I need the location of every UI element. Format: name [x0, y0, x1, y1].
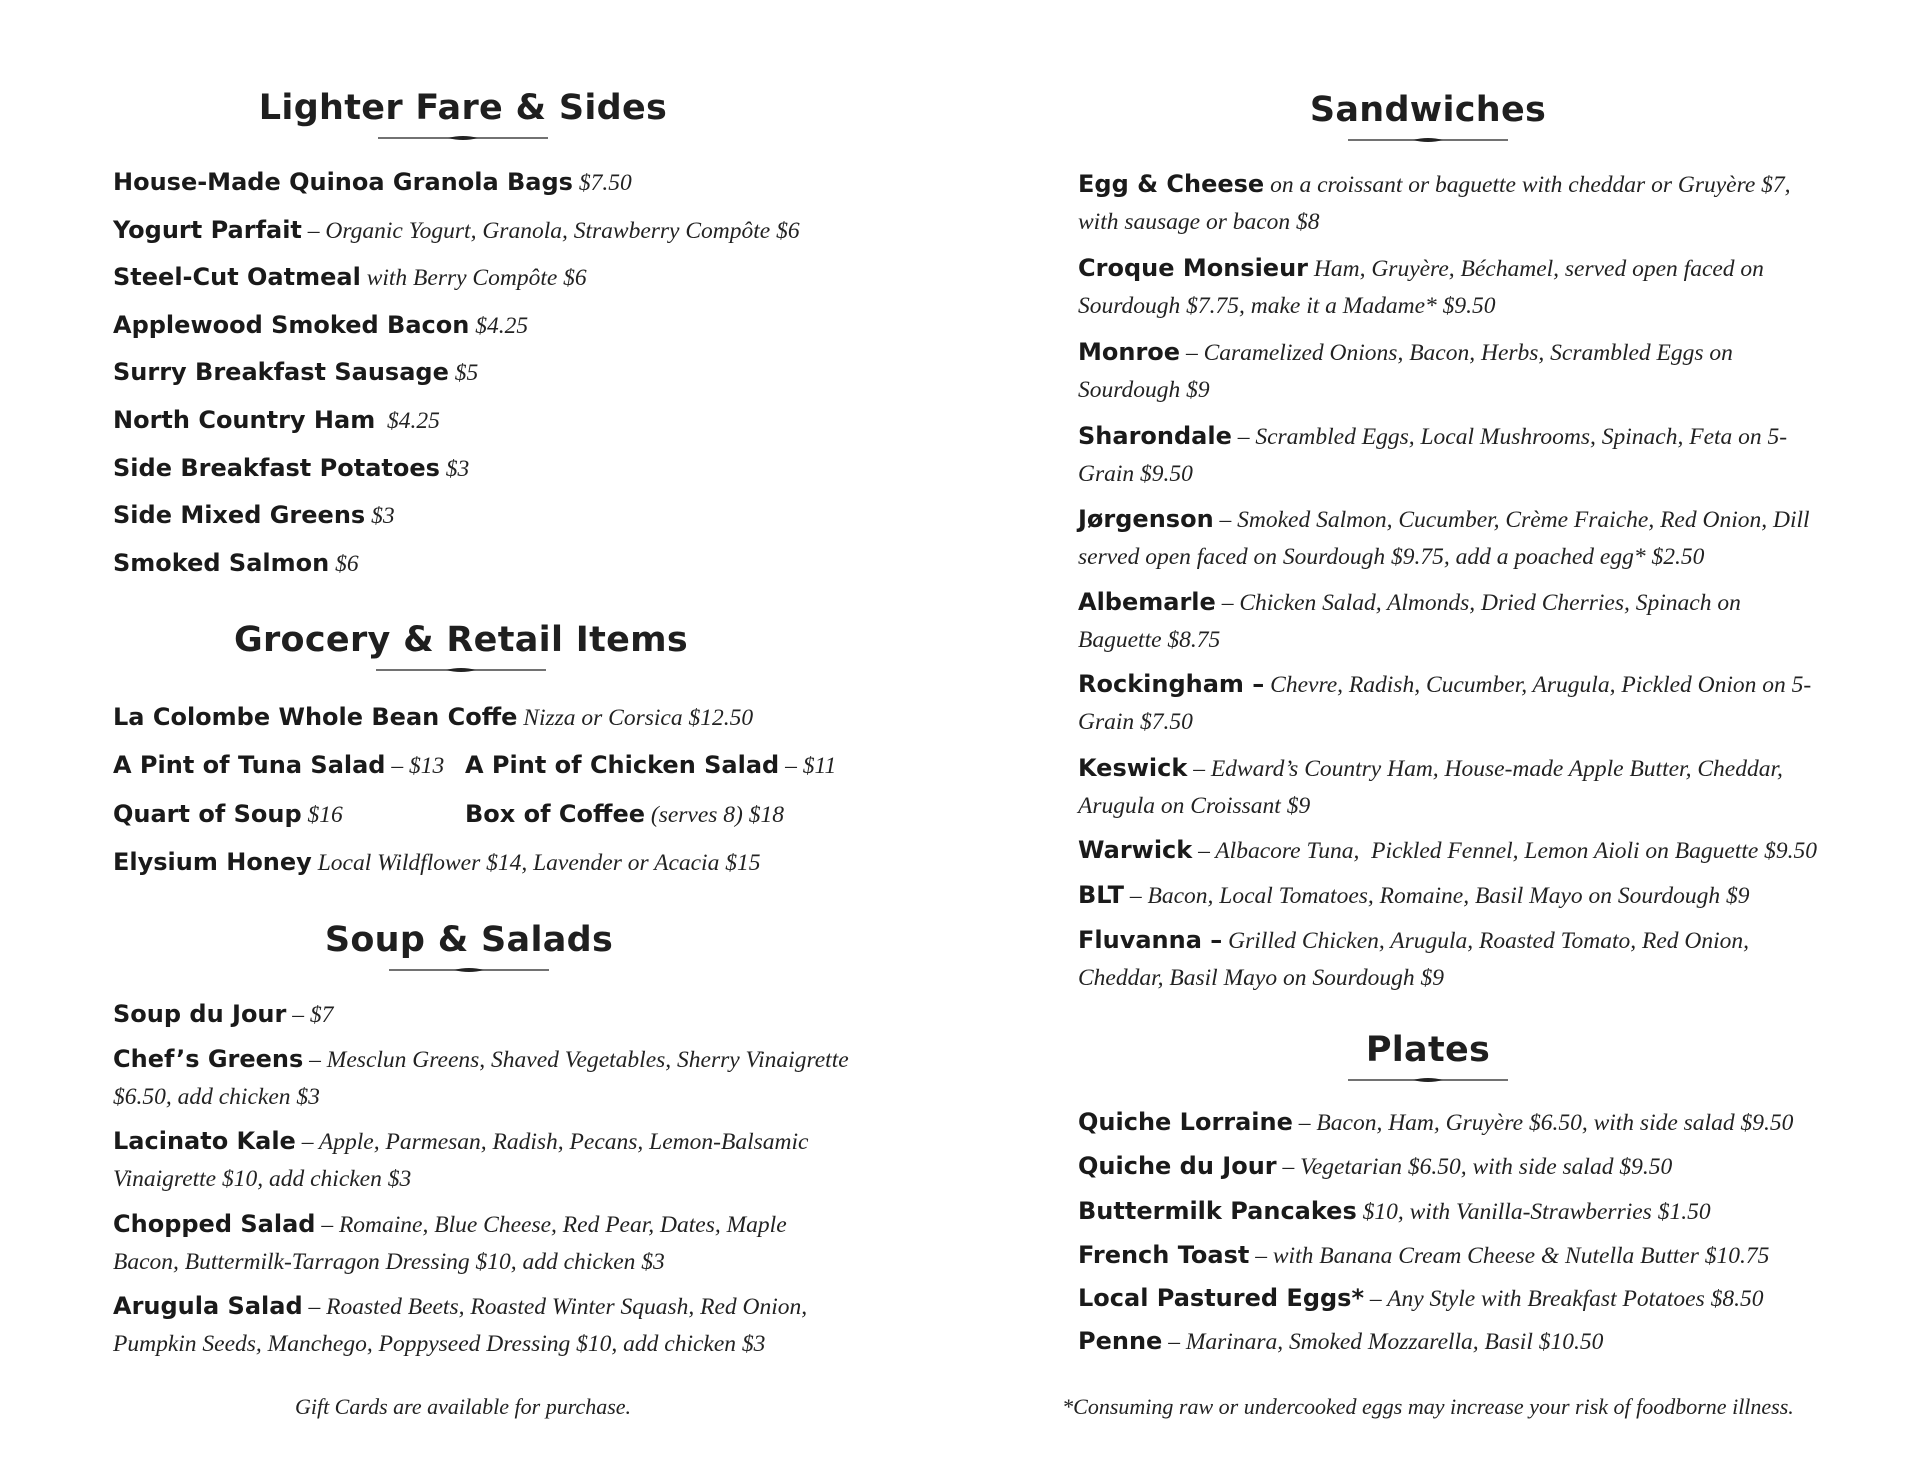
menu-item — [1078, 1237, 1769, 1275]
item-description: – Roasted Beets, Roasted Winter Squash, Red Onion, Pumpkin Seeds, Manchego, Poppyseed Dressing $10, add chicken $3 — [113, 1294, 808, 1357]
item-description: with Berry Compôte $6 — [360, 265, 587, 291]
item-name: Croque Monsieur — [1078, 254, 1309, 282]
divider-ornament-icon — [389, 966, 549, 974]
item-description: – Bacon, Ham, Gruyère $6.50, with side salad $9.50 — [1292, 1110, 1794, 1136]
item-name: Albemarle — [1078, 588, 1216, 616]
item-name: Penne — [1078, 1327, 1163, 1355]
item-name: Applewood Smoked Bacon — [113, 311, 470, 339]
item-name: BLT — [1078, 881, 1124, 909]
menu-item — [1078, 1148, 1672, 1186]
menu-item — [113, 1041, 853, 1116]
item-name: House-Made Quinoa Granola Bags — [113, 168, 573, 196]
gift-card-note: Gift Cards are available for purchase. — [294, 1394, 632, 1419]
item-description: – Bacon, Local Tomatoes, Romaine, Basil Mayo on Sourdough $9 — [1123, 883, 1750, 909]
section-title-soups: Soup & Salads — [324, 920, 614, 960]
item-description: on a croissant or baguette with cheddar or Gruyère $7, with sausage or bacon $8 — [1078, 172, 1791, 235]
divider-ornament-icon — [1348, 136, 1508, 144]
menu-item — [113, 796, 343, 834]
item-description: – Any Style with Breakfast Potatoes $8.50 — [1364, 1286, 1764, 1312]
item-description: Grilled Chicken, Arugula, Roasted Tomato, Red Onion, Cheddar, Basil Mayo on Sourdough $9 — [1078, 928, 1750, 991]
menu-item — [1078, 922, 1798, 997]
item-name: Side Breakfast Potatoes — [113, 454, 440, 482]
item-name: La Colombe Whole Bean Coffe — [113, 703, 518, 731]
menu-item — [1078, 334, 1798, 409]
sandwiches-header — [1048, 90, 1808, 144]
item-description: – Organic Yogurt, Granola, Strawberry Compôte $6 — [301, 218, 800, 244]
item-name: Egg & Cheese — [1078, 170, 1265, 198]
item-name: Monroe — [1078, 338, 1181, 366]
item-description: $3 — [365, 503, 395, 529]
item-name: Buttermilk Pancakes — [1078, 1197, 1357, 1225]
raw-eggs-warning: *Consuming raw or undercooked eggs may increase your risk of foodborne illness. — [1062, 1394, 1794, 1419]
section-title-plates: Plates — [1365, 1030, 1491, 1070]
menu-item — [1078, 501, 1818, 576]
item-description: – Caramelized Onions, Bacon, Herbs, Scrambled Eggs on Sourdough $9 — [1078, 340, 1733, 403]
item-description: – Apple, Parmesan, Radish, Pecans, Lemon-Balsamic Vinaigrette $10, add chicken $3 — [113, 1129, 809, 1192]
item-name: Yogurt Parfait — [113, 216, 302, 244]
item-description: $10, with Vanilla-Strawberries $1.50 — [1356, 1199, 1711, 1225]
item-description: – Smoked Salmon, Cucumber, Crème Fraiche, Red Onion, Dill served open faced on Sourdough $9.75, add a poached egg* $2.50 — [1078, 507, 1810, 570]
item-description: $4.25 — [469, 313, 529, 339]
menu-item — [113, 1288, 853, 1363]
grocery-header — [91, 620, 831, 674]
item-description: $5 — [448, 360, 479, 386]
item-name: Chef’s Greens — [113, 1045, 304, 1073]
item-name: Keswick — [1078, 754, 1188, 782]
item-name: Elysium Honey — [113, 848, 312, 876]
item-description: – Albacore Tuna, Pickled Fennel, Lemon Aioli on Baguette $9.50 — [1192, 838, 1818, 864]
item-description: – Marinara, Smoked Mozzarella, Basil $10.50 — [1162, 1329, 1604, 1355]
item-description: $4.25 — [375, 408, 440, 434]
item-name: Smoked Salmon — [113, 549, 330, 577]
item-name: Jørgenson — [1078, 505, 1214, 533]
item-description: $6 — [329, 551, 359, 577]
menu-item — [465, 796, 784, 834]
menu-item — [113, 844, 760, 882]
lighter-fare-header — [93, 88, 833, 142]
item-description: – with Banana Cream Cheese & Nutella Butter $10.75 — [1249, 1243, 1770, 1269]
divider-ornament-icon — [378, 134, 548, 142]
menu-item — [113, 402, 440, 440]
item-name: Box of Coffee — [465, 800, 645, 828]
item-description: (serves 8) $18 — [645, 802, 785, 828]
menu-item — [113, 212, 800, 250]
item-name: Arugula Salad — [113, 1292, 303, 1320]
menu-item — [1078, 1193, 1711, 1231]
item-name: A Pint of Tuna Salad — [113, 751, 386, 779]
item-name: Quiche du Jour — [1078, 1152, 1277, 1180]
item-name: Warwick — [1078, 836, 1193, 864]
menu-item — [1078, 1104, 1793, 1142]
item-name: North Country Ham — [113, 406, 376, 434]
item-description: – Mesclun Greens, Shaved Vegetables, Sherry Vinaigrette $6.50, add chicken $3 — [113, 1047, 849, 1110]
menu-item — [113, 307, 528, 345]
item-name: Sharondale — [1078, 422, 1232, 450]
divider-ornament-icon — [376, 666, 546, 674]
menu-item — [1078, 877, 1750, 915]
item-description: $16 — [301, 802, 343, 828]
item-name: Local Pastured Eggs* — [1078, 1284, 1365, 1312]
item-name: Surry Breakfast Sausage — [113, 358, 449, 386]
item-description: Chevre, Radish, Cucumber, Arugula, Pickled Onion on 5-Grain $7.50 — [1078, 672, 1812, 735]
item-name: Lacinato Kale — [113, 1127, 296, 1155]
menu-item — [113, 545, 359, 583]
menu-item — [113, 259, 587, 297]
item-description: – Vegetarian $6.50, with side salad $9.50 — [1276, 1154, 1673, 1180]
item-name: Quart of Soup — [113, 800, 302, 828]
item-description: – Chicken Salad, Almonds, Dried Cherries, Spinach on Baguette $8.75 — [1078, 590, 1741, 653]
menu-item — [1078, 418, 1798, 493]
item-name: Steel-Cut Oatmeal — [113, 263, 361, 291]
item-name: Soup du Jour — [113, 1000, 287, 1028]
item-description: Local Wildflower $14, Lavender or Acacia $15 — [311, 850, 761, 876]
menu-item — [113, 747, 444, 785]
divider-ornament-icon — [1348, 1076, 1508, 1084]
menu-item — [1078, 666, 1818, 741]
menu-item — [1078, 750, 1818, 825]
item-description: Ham, Gruyère, Béchamel, served open faced on Sourdough $7.75, make it a Madame* $9.50 — [1078, 256, 1764, 319]
menu-item — [113, 1123, 853, 1198]
menu-item — [113, 354, 478, 392]
item-description: Nizza or Corsica $12.50 — [517, 705, 754, 731]
menu-item — [113, 1206, 853, 1281]
item-name: Chopped Salad — [113, 1210, 316, 1238]
menu-item — [1078, 1280, 1763, 1318]
menu-item — [1078, 250, 1818, 325]
item-description: $3 — [439, 456, 470, 482]
plates-header — [1048, 1030, 1808, 1084]
menu-item — [1078, 166, 1818, 241]
menu-item — [113, 996, 333, 1034]
item-description: $7.50 — [572, 170, 632, 196]
item-name: Side Mixed Greens — [113, 501, 366, 529]
menu-item — [1078, 1323, 1603, 1361]
item-description: – Romaine, Blue Cheese, Red Pear, Dates, Maple Bacon, Buttermilk-Tarragon Dressing $10, add chicken $3 — [113, 1212, 787, 1275]
menu-item — [465, 747, 836, 785]
item-description: – Scrambled Eggs, Local Mushrooms, Spinach, Feta on 5-Grain $9.50 — [1078, 424, 1788, 487]
menu-item — [1078, 584, 1798, 659]
section-title-lighter: Lighter Fare & Sides — [258, 88, 668, 128]
item-name: French Toast — [1078, 1241, 1250, 1269]
item-name: Quiche Lorraine — [1078, 1108, 1293, 1136]
menu-item — [113, 450, 469, 488]
section-title-sandwiches: Sandwiches — [1309, 90, 1547, 130]
menu-item — [1078, 832, 1817, 870]
item-description: – $11 — [779, 753, 837, 779]
item-name: A Pint of Chicken Salad — [465, 751, 780, 779]
menu-item — [113, 497, 395, 535]
soup-salads-header — [99, 920, 839, 974]
menu-item — [113, 699, 753, 737]
menu-item — [113, 164, 632, 202]
item-description: – Edward’s Country Ham, House-made Apple Butter, Cheddar, Arugula on Croissant $9 — [1078, 756, 1783, 819]
item-description: – $13 — [385, 753, 445, 779]
item-name: Fluvanna – — [1078, 926, 1223, 954]
item-name: Rockingham – — [1078, 670, 1265, 698]
section-title-grocery: Grocery & Retail Items — [233, 620, 689, 660]
item-description: – $7 — [286, 1002, 334, 1028]
